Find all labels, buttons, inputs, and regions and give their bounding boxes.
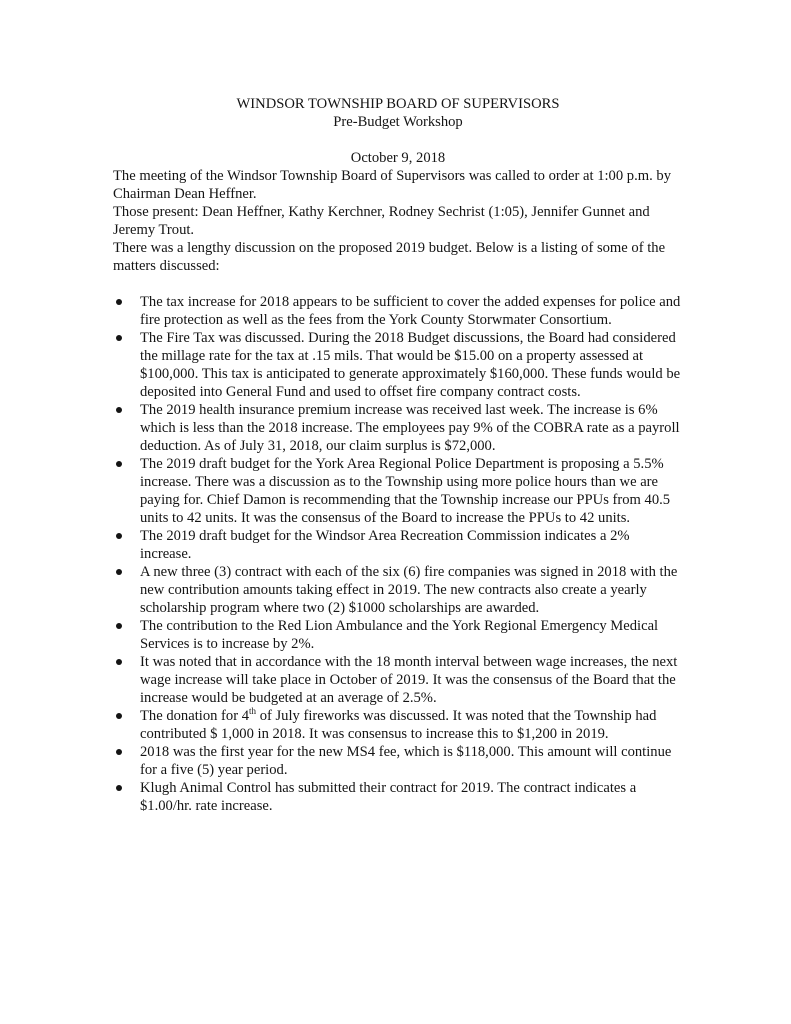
fireworks-text-start: The donation for 4 [140,708,250,724]
bullet-icon [116,749,122,755]
bullet-icon [116,659,122,665]
ordinal-suffix: th [249,706,257,717]
list-item [113,527,683,563]
list-item [113,743,683,779]
bullet-icon [116,299,122,305]
list-item [113,779,683,815]
document-title: WINDSOR TOWNSHIP BOARD OF SUPERVISORS [236,96,560,112]
list-item [113,401,683,455]
document-body [113,95,683,815]
attendees-paragraph: Those present: Dean Heffner, Kathy Kerchner, Rodney Sechrist (1:05), Jennifer Gunnet and Jeremy Trout. [113,204,650,238]
bullet-icon [116,623,122,629]
list-item [113,563,683,617]
list-item-text: A new three (3) contract with each of the six (6) fire companies was signed in 2018 with the new contribution amounts taking effect in 2019. The new contracts also create a yearly scholarship program where two (2) $1000 scholarships are awarded. [140,564,678,616]
list-item [113,617,683,653]
intro-paragraph: The meeting of the Windsor Township Board of Supervisors was called to order at 1:00 p.m. by Chairman Dean Heffner. [113,168,671,202]
fireworks-text-end: of July fireworks was discussed. It was noted that the Township had contributed $ 1,000 in 2018. It was consensus to increase this to $1,200 in 2019. [140,708,657,742]
list-item [113,293,683,329]
list-item-text: It was noted that in accordance with the 18 month interval between wage increases, the next wage increase will take place in October of 2019. It was the consensus of the Board that the increase would be budgeted at an average of 2.5%. [140,654,678,706]
bullet-icon [116,569,122,575]
list-item [113,455,683,527]
list-item-text: 2018 was the first year for the new MS4 fee, which is $118,000. This amount will continue for a five (5) year period. [140,744,672,778]
list-item-text: The 2019 draft budget for the York Area Regional Police Department is proposing a 5.5% increase. There was a discussion as to the Township using more police hours than we are paying for. Chief Damon is recommending that the Township increase our PPUs from 40.5 units to 42 units. It was the consensus of the Board to increase the PPUs to 42 units. [140,456,671,526]
bullet-icon [116,461,122,467]
meeting-date: October 9, 2018 [350,150,446,166]
list-item-text: The contribution to the Red Lion Ambulance and the York Regional Emergency Medical Services is to increase by 2%. [140,618,659,652]
list-item-fireworks [113,707,683,743]
bullet-icon [116,713,122,719]
list-item [113,653,683,707]
bullet-icon [116,533,122,539]
bullet-icon [116,335,122,341]
list-item-text: The 2019 draft budget for the Windsor Area Recreation Commission indicates a 2% increase. [140,528,630,562]
list-item-text: The tax increase for 2018 appears to be sufficient to cover the added expenses for police and fire protection as well as the fees from the York County Storwmater Consortium. [140,294,681,328]
list-item-text: The 2019 health insurance premium increase was received last week. The increase is 6% which is less than the 2018 increase. The employees pay 9% of the COBRA rate as a payroll deduction. As of July 31, 2018, our claim surplus is $72,000. [140,402,680,454]
document-header [113,95,683,167]
list-item-text: Klugh Animal Control has submitted their contract for 2019. The contract indicates a $1.00/hr. rate increase. [140,780,637,814]
discussion-paragraph: There was a lengthy discussion on the proposed 2019 budget. Below is a listing of some of the matters discussed: [113,240,666,274]
discussion-list [113,293,683,815]
list-item-text: The Fire Tax was discussed. During the 2018 Budget discussions, the Board had considered the millage rate for the tax at .15 mils. That would be $15.00 on a property assessed at $100,000. This tax is anticipated to generate approximately $160,000. These funds would be deposited into General Fund and used to offset fire company contract costs. [140,330,681,400]
document-subtitle: Pre-Budget Workshop [333,114,463,130]
bullet-icon [116,785,122,791]
list-item [113,329,683,401]
bullet-icon [116,407,122,413]
